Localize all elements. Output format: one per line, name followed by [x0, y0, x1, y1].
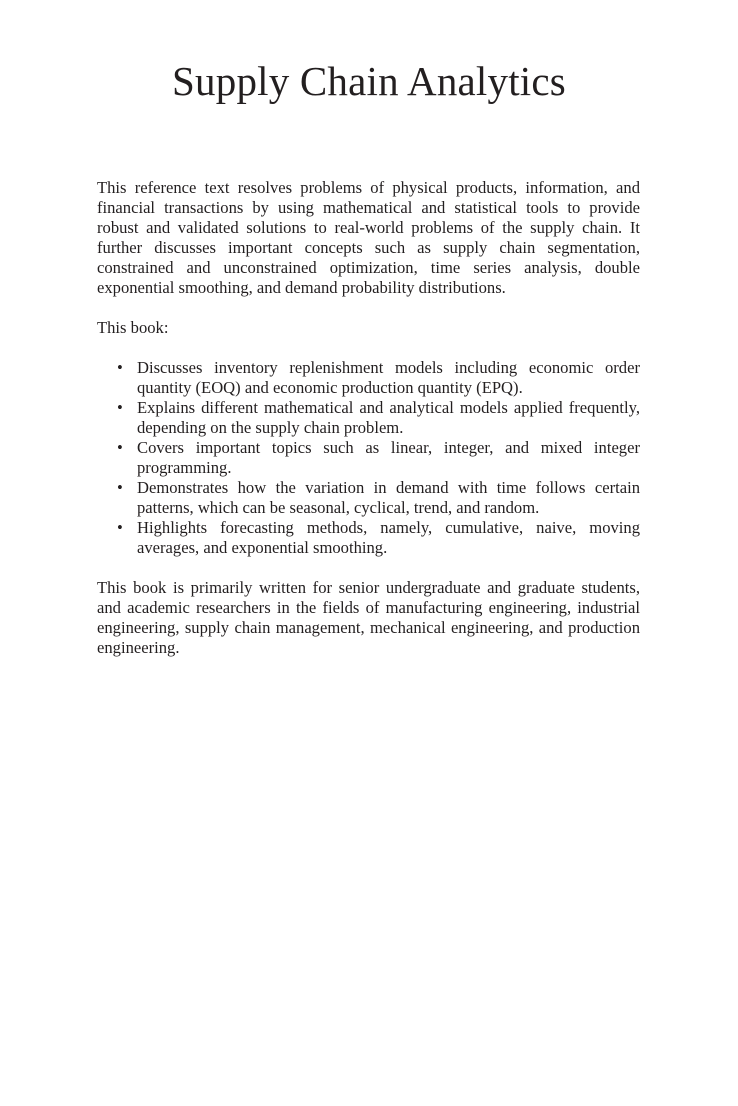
- bullet-icon: •: [117, 478, 123, 497]
- bullet-icon: •: [117, 438, 123, 457]
- bullet-icon: •: [117, 518, 123, 537]
- list-item: [97, 398, 640, 438]
- list-item-text: Demonstrates how the variation in demand with time follows certain patterns, which can be seasonal, cyclical, trend, and random.: [137, 478, 640, 517]
- list-item: [97, 438, 640, 478]
- list-item-text: Highlights forecasting methods, namely, cumulative, naive, moving averages, and exponential smoothing.: [137, 518, 640, 557]
- book-title: Supply Chain Analytics: [172, 58, 566, 104]
- book-description: [97, 178, 640, 658]
- closing-paragraph: This book is primarily written for senior undergraduate and graduate students, and academic researchers in the fields of manufacturing engineering, industrial engineering, supply chain management, mechanical engineering, and production engineering.: [97, 578, 640, 657]
- lead-in-text: This book:: [97, 318, 169, 337]
- feature-list: [97, 358, 640, 558]
- list-item-text: Explains different mathematical and analytical models applied frequently, depending on the supply chain problem.: [137, 398, 640, 437]
- list-item-text: Discusses inventory replenishment models including economic order quantity (EOQ) and economic production quantity (EPQ).: [137, 358, 640, 397]
- bullet-icon: •: [117, 398, 123, 417]
- intro-paragraph: This reference text resolves problems of physical products, information, and financial transactions by using mathematical and statistical tools to provide robust and validated solutions to real-world problems of the supply chain. It further discusses important concepts such as supply chain segmentation, constrained and unconstrained optimization, time series analysis, double exponential smoothing, and demand probability distributions.: [97, 178, 640, 297]
- list-item: [97, 518, 640, 558]
- list-item: [97, 358, 640, 398]
- bullet-icon: •: [117, 358, 123, 377]
- list-item: [97, 478, 640, 518]
- list-item-text: Covers important topics such as linear, integer, and mixed integer programming.: [137, 438, 640, 477]
